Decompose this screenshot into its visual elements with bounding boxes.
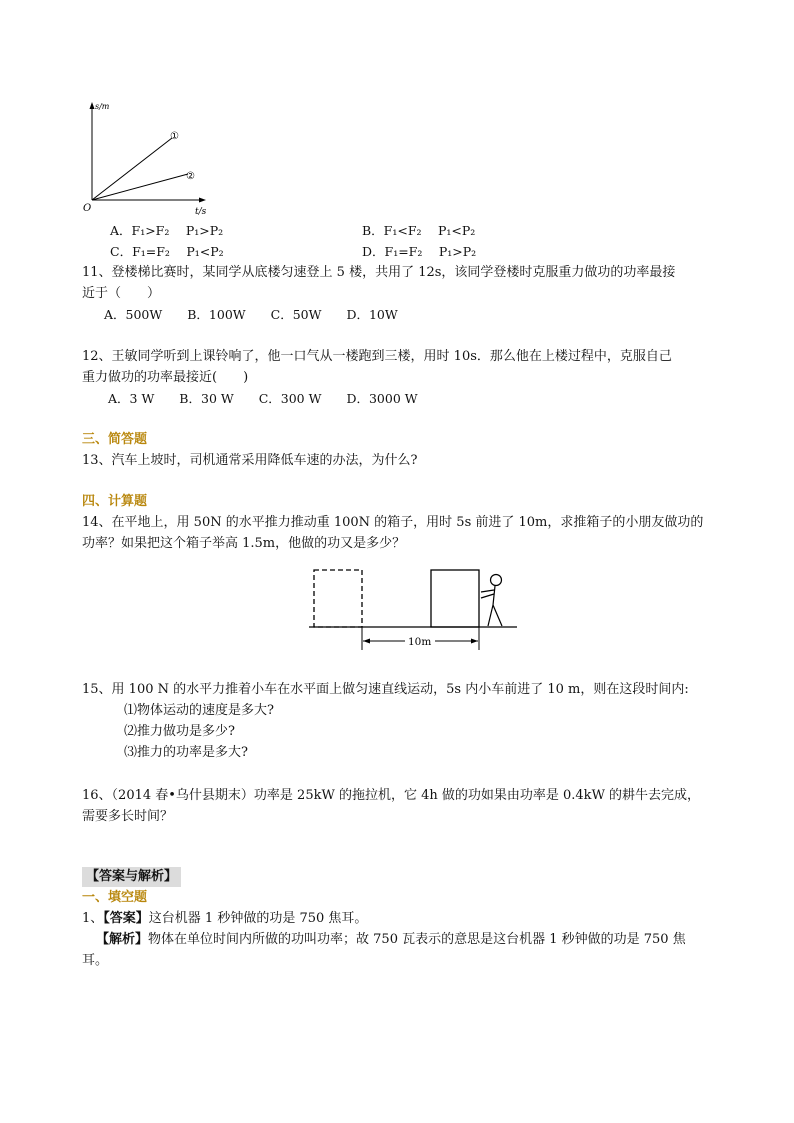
q16-line2: 需要多长时间？ <box>82 809 174 824</box>
distance-label: 10m <box>408 636 432 648</box>
line2-label: ② <box>186 171 195 182</box>
q15-line1: 15、用 100 N 的水平力推着小车在水平面上做匀速直线运动，5s 内小车前进了 10 m，则在这段时间内: <box>82 682 689 697</box>
origin-label: O <box>83 203 92 214</box>
q14-line1: 14、在平地上，用 50N 的水平推力推动重 100N 的箱子，用时 5s 前进了 10m，求推箱子的小朋友做功的 <box>82 515 704 530</box>
x-axis-arrow <box>199 198 206 203</box>
section3-title: 三、简答题 <box>82 432 148 447</box>
q11-line1: 11、登楼梯比赛时，某同学从底楼匀速登上 5 楼，共用了 12s，该同学登楼时克服重力做功的功率最接 <box>82 265 676 280</box>
person-leg-left <box>488 605 493 626</box>
person-body <box>493 586 495 605</box>
answer1-line <box>82 909 367 929</box>
y-axis-arrow <box>90 102 95 109</box>
answer1-text: 这台机器 1 秒钟做的功是 750 焦耳。 <box>148 911 368 926</box>
y-axis-label: s/m <box>95 102 110 111</box>
box-push-figure <box>305 562 520 654</box>
x-axis-label: t/s <box>195 207 207 217</box>
analysis1-text: 物体在单位时间内所做的功叫功率；故 750 瓦表示的意思是这台机器 1 秒钟做的功是 750 焦 <box>148 932 686 947</box>
answers-header: 【答案与解析】 <box>82 867 181 887</box>
person-head <box>491 575 502 586</box>
q11-options: A．500W B．100W C．50W D．10W <box>104 307 398 322</box>
s-t-graph <box>82 98 212 218</box>
q11-line2: 近于（ ） <box>82 286 161 301</box>
solid-box-end <box>431 570 479 627</box>
dashed-box-start <box>314 570 362 627</box>
section4-title: 四、计算题 <box>82 494 148 509</box>
q14-line2: 功率？如果把这个箱子举高 1.5m，他做的功又是多少？ <box>82 536 406 551</box>
answers-section1-title: 一、填空题 <box>82 890 148 905</box>
answer1-prefix: 1、 <box>82 911 104 926</box>
arrow-right <box>471 639 478 644</box>
q15-sub2: ⑵推力做功是多少? <box>124 724 235 739</box>
person-leg-right <box>493 605 502 626</box>
q10-option-c: C．F₁=F₂ P₁<P₂ <box>110 244 224 259</box>
q10-option-d: D．F₁=F₂ P₁>P₂ <box>362 244 477 259</box>
q16-line1: 16、（2014 春•乌什县期末）功率是 25kW 的拖拉机，它 4h 做的功如果由功率是 0.4kW 的耕牛去完成， <box>82 788 701 803</box>
analysis1-line1 <box>96 930 686 950</box>
q15-sub3: ⑶推力的功率是多大? <box>124 745 248 760</box>
q12-line1: 12、王敏同学听到上课铃响了，他一口气从一楼跑到三楼，用时 10s．那么他在上楼过程中，克服自己 <box>82 349 672 364</box>
line-1 <box>92 138 172 200</box>
q12-options: A．3 W B．30 W C．300 W D．3000 W <box>108 391 418 406</box>
analysis1-line2: 耳。 <box>82 953 109 968</box>
q15-sub1: ⑴物体运动的速度是多大? <box>124 703 274 718</box>
analysis1-tag: 【解析】 <box>96 932 149 947</box>
q10-option-a: A．F₁>F₂ P₁>P₂ <box>110 223 224 238</box>
line1-label: ① <box>170 131 179 142</box>
q13: 13、汽车上坡时，司机通常采用降低车速的办法，为什么? <box>82 453 418 468</box>
line-2 <box>92 174 188 200</box>
person-arm-upper <box>481 590 494 592</box>
answer1-tag: 【答案】 <box>103 911 149 926</box>
arrow-left <box>363 639 370 644</box>
person-arm-lower <box>481 594 494 598</box>
q10-option-b: B．F₁<F₂ P₁<P₂ <box>362 223 476 238</box>
q12-line2: 重力做功的功率最接近( ) <box>82 370 249 385</box>
